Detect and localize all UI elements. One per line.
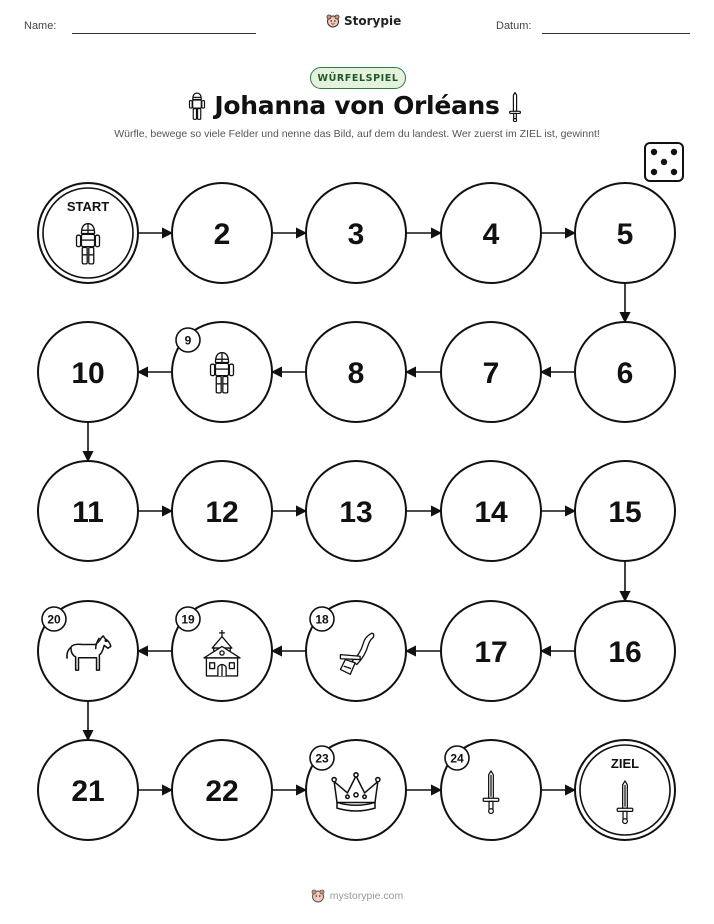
field-number: 8 [347, 357, 365, 390]
board-field-19 [172, 601, 272, 701]
board-field-18 [306, 601, 406, 701]
board-field-16 [575, 601, 675, 701]
date-label: Datum: [496, 20, 532, 32]
field-number: 17 [474, 636, 508, 669]
board-field-15 [575, 461, 675, 561]
board-field-17 [441, 601, 541, 701]
field-number: 10 [71, 357, 105, 390]
field-number: 7 [482, 357, 500, 390]
field-number: 21 [71, 775, 105, 808]
board-field-21 [38, 740, 138, 840]
footer [0, 889, 714, 903]
board-field-8 [306, 322, 406, 422]
board-field-start [38, 183, 138, 283]
field-number: 11 [72, 496, 104, 529]
goal-label: ZIEL [610, 756, 640, 771]
field-number: 6 [616, 357, 634, 390]
board-field-2 [172, 183, 272, 283]
footer-url: mystorypie.com [329, 890, 404, 902]
board-field-10 [38, 322, 138, 422]
board-cells [38, 183, 675, 840]
storypie-footer-logo-icon [311, 889, 325, 903]
board-field-5 [575, 183, 675, 283]
name-label: Name: [24, 20, 57, 32]
field-number: 22 [205, 775, 239, 808]
page-title: Johanna von Orléans [214, 91, 500, 120]
board-field-3 [306, 183, 406, 283]
board-field-6 [575, 322, 675, 422]
board-field-9 [172, 322, 272, 422]
board-field-24 [441, 740, 541, 840]
field-number: 19 [181, 612, 195, 627]
board-field-12 [172, 461, 272, 561]
board-field-7 [441, 322, 541, 422]
field-number: 20 [47, 612, 61, 627]
board-field-13 [306, 461, 406, 561]
start-label: START [66, 199, 110, 214]
board-field-goal [575, 740, 675, 840]
field-number: 18 [315, 612, 329, 627]
instructions: Würfle, bewege so viele Felder und nenne das Bild, auf dem du landest. Wer zuerst im ZIEL ist, gewinnt! [114, 128, 600, 140]
board-field-22 [172, 740, 272, 840]
field-number: 12 [205, 496, 239, 529]
field-number: 3 [347, 218, 365, 251]
field-number: 23 [315, 751, 329, 766]
field-number: 24 [450, 751, 464, 766]
brand-name: Storypie [344, 14, 402, 28]
field-number: 13 [339, 496, 373, 529]
field-number: 14 [474, 496, 508, 529]
die-icon [645, 143, 683, 181]
field-number: 9 [184, 333, 192, 348]
board-field-11 [38, 461, 138, 561]
board-field-23 [306, 740, 406, 840]
field-number: 2 [213, 218, 231, 251]
board-field-4 [441, 183, 541, 283]
field-number: 15 [608, 496, 642, 529]
field-number: 5 [616, 218, 634, 251]
field-number: 16 [608, 636, 642, 669]
field-number: 4 [482, 218, 500, 251]
board-field-20 [38, 601, 138, 701]
board-field-14 [441, 461, 541, 561]
game-type-badge: WÜRFELSPIEL [310, 67, 406, 89]
